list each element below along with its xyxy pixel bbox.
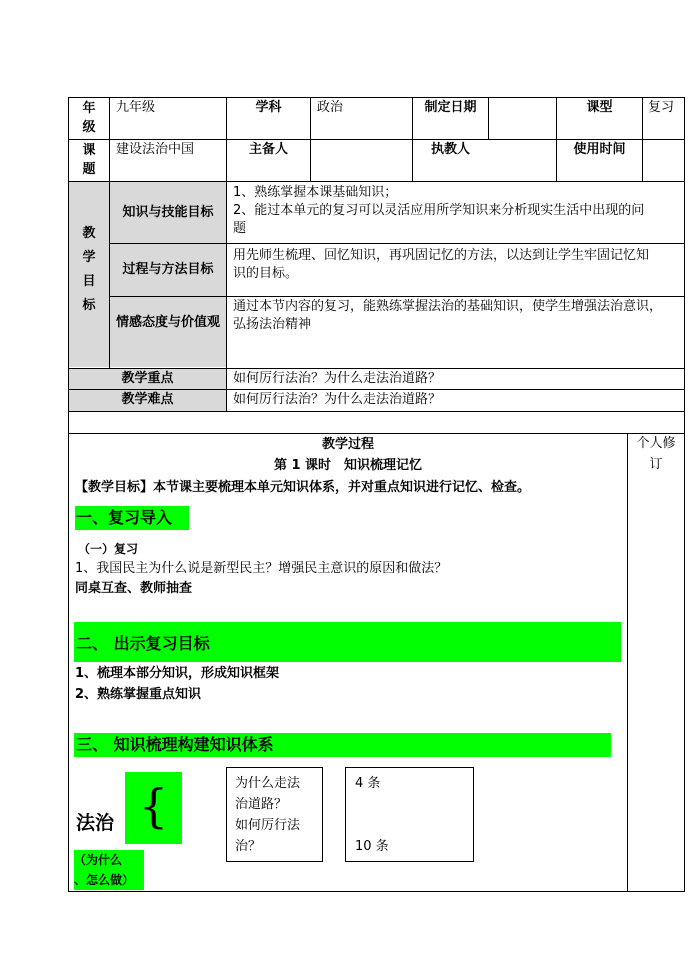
diagram-root: 法治 bbox=[76, 812, 115, 834]
topic-label: 课题 bbox=[82, 143, 96, 177]
keypoint-label: 教学重点 bbox=[121, 371, 174, 386]
process-goal-line: 【教学目标】本节课主要梳理本单元知识体系，并对重点知识进行记忆、检查。 bbox=[75, 480, 531, 495]
box2-top: 4 条 bbox=[355, 776, 381, 791]
review-goal-2: 2、熟练掌握重点知识 bbox=[75, 687, 202, 702]
box1-line-1: 为什么走法 bbox=[235, 776, 301, 791]
box1-line-3: 如何厉行法 bbox=[235, 818, 301, 833]
goal-row-content-knowledge: 1、熟练掌握本课基础知识； 2、能过本单元的复习可以灵活应用所学知识来分析现实生活中出现的问 题 bbox=[233, 185, 645, 236]
grade-value: 九年级 bbox=[116, 100, 156, 115]
type-value: 复习 bbox=[648, 100, 675, 115]
box1-line-4: 治？ bbox=[235, 839, 262, 854]
goal-row-label-process: 过程与方法目标 bbox=[122, 262, 214, 277]
difficulty-label: 教学难点 bbox=[121, 392, 174, 407]
goal-row-label-knowledge: 知识与技能目标 bbox=[122, 205, 214, 220]
grade-label: 年级 bbox=[82, 101, 96, 135]
lesson-title: 第 1 课时 知识梳理记忆 bbox=[273, 458, 423, 473]
difficulty-content: 如何厉行法治？为什么走法治道路？ bbox=[233, 392, 442, 407]
brace-icon: { bbox=[138, 779, 169, 833]
goal-row-content-process: 用先师生梳理、回忆知识，再巩固记忆的方法，以达到让学生牢固记忆知 识的目标。 bbox=[233, 248, 650, 281]
date-label: 制定日期 bbox=[424, 100, 477, 115]
goal-row-content-attitude: 通过本节内容的复习，能熟练掌握法治的基础知识，使学生增强法治意识， 弘扬法治精神 bbox=[233, 299, 663, 332]
section3-heading: 三、 知识梳理构建知识体系 bbox=[76, 735, 274, 754]
diagram-note-1: （为什么 bbox=[74, 853, 123, 867]
question-1: 1、我国民主为什么说是新型民主？增强民主意识的原因和做法？ bbox=[75, 561, 448, 576]
teacher-label: 执教人 bbox=[430, 142, 470, 157]
subject-label: 学科 bbox=[255, 100, 282, 115]
sub1-heading: （一）复习 bbox=[78, 542, 139, 556]
box1-line-2: 治道路？ bbox=[235, 797, 288, 812]
box2-bottom: 10 条 bbox=[355, 839, 389, 854]
section2-heading: 二、 出示复习目标 bbox=[76, 634, 210, 653]
usetime-label: 使用时间 bbox=[573, 142, 626, 157]
subject-value: 政治 bbox=[317, 100, 344, 115]
process-title: 教学过程 bbox=[321, 437, 374, 452]
keypoint-content: 如何厉行法治？为什么走法治道路？ bbox=[233, 371, 442, 386]
question-1-note: 同桌互查、教师抽查 bbox=[75, 581, 193, 596]
preparer-label: 主备人 bbox=[248, 142, 288, 157]
section1-heading: 一、复习导入 bbox=[76, 508, 173, 527]
diagram-note-2: 、怎么做） bbox=[74, 873, 135, 887]
topic-value: 建设法治中国 bbox=[116, 142, 195, 157]
review-goal-1: 1、梳理本部分知识，形成知识框架 bbox=[75, 666, 280, 681]
type-label: 课型 bbox=[586, 100, 613, 115]
side-label-1: 个人修 bbox=[636, 436, 676, 451]
goal-row-label-attitude: 情感态度与价值观 bbox=[115, 315, 220, 330]
goals-label: 教学目标 bbox=[82, 226, 96, 313]
side-label-2: 订 bbox=[649, 457, 663, 472]
